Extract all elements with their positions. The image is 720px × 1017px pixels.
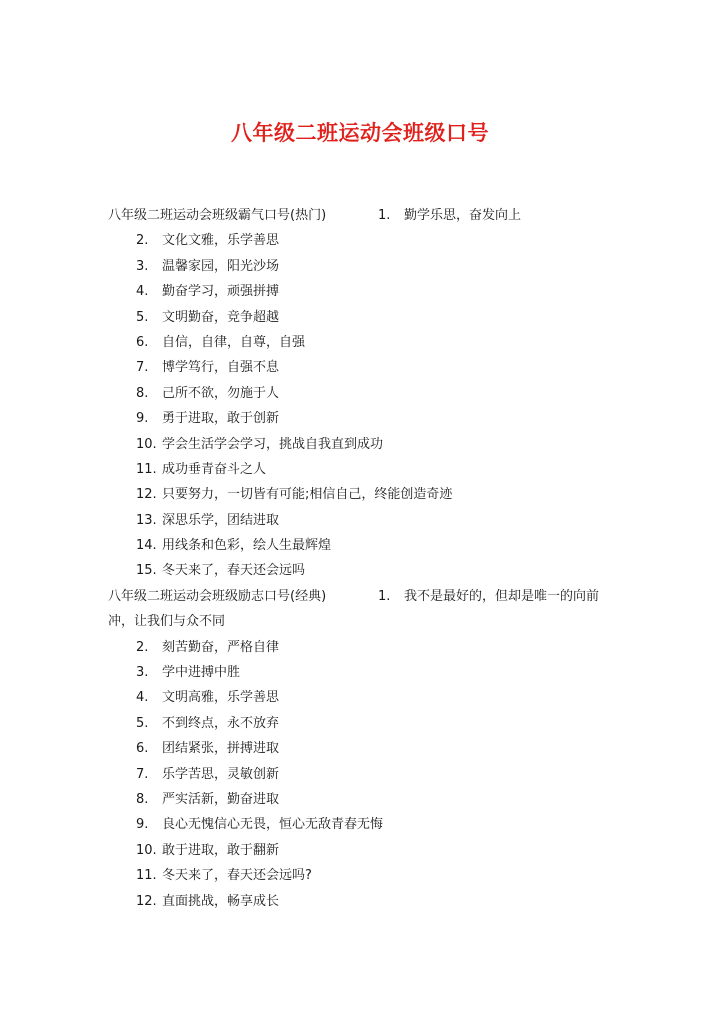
list-item-text: 敢于进取，敢于翻新 xyxy=(162,842,280,858)
list-item-number: 1. xyxy=(378,588,391,604)
list-item-number: 1. xyxy=(378,208,391,223)
list-item-text: 文明勤奋，竞争超越 xyxy=(162,309,280,325)
document-body xyxy=(108,203,618,914)
list-item-text: 勇于进取，敢于创新 xyxy=(162,411,280,427)
list-item-number: 10. xyxy=(136,842,157,858)
list-item xyxy=(108,457,618,482)
list-item-number: 12. xyxy=(136,893,157,909)
list-item xyxy=(108,762,618,787)
section2-list xyxy=(108,635,618,914)
list-item xyxy=(108,711,618,736)
list-item xyxy=(108,406,618,431)
list-item-text: 学中进搏中胜 xyxy=(162,665,241,681)
list-item-number: 2. xyxy=(136,639,149,655)
list-item-text: 学会生活学会学习，挑战自我直到成功 xyxy=(162,436,384,452)
section1-heading: 八年级二班运动会班级霸气口号(热门) xyxy=(108,208,327,223)
list-item-text: 温馨家园，阳光沙场 xyxy=(162,258,280,274)
list-item-text: 成功垂青奋斗之人 xyxy=(162,461,267,477)
list-item-text: 深思乐学，团结进取 xyxy=(162,512,280,528)
list-item-number: 4. xyxy=(136,690,149,706)
list-item-number: 8. xyxy=(136,791,149,807)
section2-heading: 八年级二班运动会班级励志口号(经典) xyxy=(108,588,327,604)
document-title: 八年级二班运动会班级口号 xyxy=(231,120,489,145)
list-item xyxy=(108,508,618,533)
list-item-number: 15. xyxy=(136,563,157,579)
list-item-number: 6. xyxy=(136,741,149,757)
list-item-text: 文明高雅，乐学善思 xyxy=(162,690,280,706)
list-item-text: 良心无愧信心无畏，恒心无敌青春无悔 xyxy=(162,817,384,833)
list-item-text: 团结紧张，拼搏进取 xyxy=(162,741,280,757)
list-item xyxy=(108,838,618,863)
list-item-text: 博学笃行，自强不息 xyxy=(162,360,280,376)
list-item xyxy=(108,787,618,812)
list-item-number: 9. xyxy=(136,411,149,427)
list-item xyxy=(108,305,618,330)
list-item xyxy=(108,533,618,558)
list-item xyxy=(108,558,618,583)
list-item-text: 文化文雅，乐学善思 xyxy=(162,233,280,249)
list-item xyxy=(108,355,618,380)
list-item xyxy=(108,228,618,253)
list-item-number: 13. xyxy=(136,512,157,528)
list-item-text: 冬天来了，春天还会远吗? xyxy=(162,868,312,884)
list-item xyxy=(108,482,618,507)
list-item-text: 严实活新，勤奋进取 xyxy=(162,791,280,807)
list-item xyxy=(108,736,618,761)
list-item-number: 11. xyxy=(136,868,157,884)
section2-heading-line xyxy=(108,584,618,609)
list-item-number: 10. xyxy=(136,436,157,452)
list-item xyxy=(108,254,618,279)
list-item-number: 6. xyxy=(136,334,149,350)
list-item-number: 14. xyxy=(136,538,157,554)
list-item-number: 7. xyxy=(136,360,149,376)
list-item-number: 2. xyxy=(136,233,149,249)
list-item-number: 3. xyxy=(136,665,149,681)
list-item-text: 勤学乐思，奋发向上 xyxy=(404,208,522,223)
list-item-text: 只要努力，一切皆有可能;相信自己，终能创造奇迹 xyxy=(162,487,453,503)
list-item xyxy=(108,330,618,355)
list-item xyxy=(108,381,618,406)
section1-list xyxy=(108,228,618,583)
list-item-text: 直面挑战，畅享成长 xyxy=(162,893,280,909)
list-item xyxy=(108,635,618,660)
list-item xyxy=(108,812,618,837)
list-item-number: 9. xyxy=(136,817,149,833)
list-item-text: 刻苦勤奋，严格自律 xyxy=(162,639,280,655)
list-item-text: 我不是最好的，但却是唯一的向前 xyxy=(404,588,600,604)
list-item xyxy=(108,685,618,710)
section2-first-item-continuation: 冲，让我们与众不同 xyxy=(108,614,226,630)
list-item-number: 5. xyxy=(136,309,149,325)
list-item xyxy=(108,863,618,888)
list-item-text: 不到终点，永不放弃 xyxy=(162,715,280,731)
section1-heading-line xyxy=(108,203,618,228)
list-item xyxy=(108,889,618,914)
list-item-number: 12. xyxy=(136,487,157,503)
list-item-text: 己所不欲，勿施于人 xyxy=(162,385,280,401)
list-item-text: 冬天来了，春天还会远吗 xyxy=(162,563,306,579)
list-item-number: 8. xyxy=(136,385,149,401)
list-item-number: 4. xyxy=(136,284,149,300)
list-item-number: 7. xyxy=(136,766,149,782)
list-item-text: 勤奋学习，顽强拼搏 xyxy=(162,284,280,300)
list-item xyxy=(108,279,618,304)
list-item-text: 用线条和色彩，绘人生最辉煌 xyxy=(162,538,332,554)
list-item-number: 11. xyxy=(136,461,157,477)
list-item-text: 乐学苦思，灵敏创新 xyxy=(162,766,280,782)
list-item xyxy=(108,660,618,685)
list-item-number: 3. xyxy=(136,258,149,274)
list-item xyxy=(108,432,618,457)
list-item-text: 自信，自律，自尊，自强 xyxy=(162,334,306,350)
list-item-number: 5. xyxy=(136,715,149,731)
